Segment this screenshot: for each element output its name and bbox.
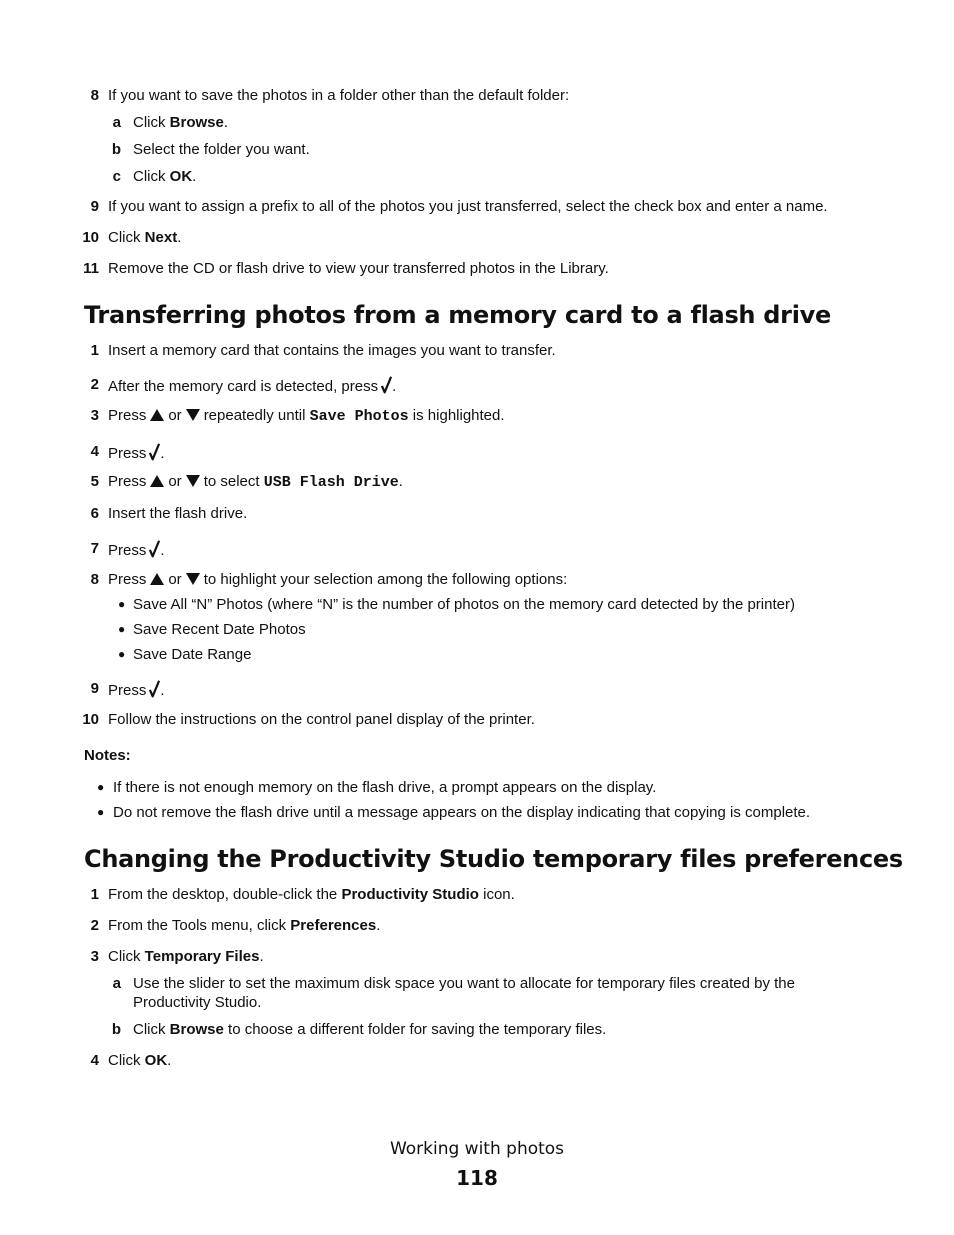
up-arrow-icon <box>149 408 165 422</box>
bullet-icon: ● <box>118 597 126 611</box>
checkmark-icon <box>149 539 160 559</box>
footer-chapter-title: Working with photos <box>389 1139 565 1159</box>
bullet-icon: ● <box>118 647 126 661</box>
page-number: 118 <box>456 1166 498 1190</box>
up-arrow-icon <box>149 572 165 586</box>
checkmark-icon <box>381 375 392 395</box>
notes-label: Notes: <box>84 747 131 764</box>
up-arrow-icon <box>149 474 165 488</box>
down-arrow-icon <box>185 572 201 586</box>
section-heading: Transferring photos from a memory card to a flash drive <box>84 301 831 329</box>
down-arrow-icon <box>185 474 201 488</box>
checkmark-icon <box>149 442 160 462</box>
bullet-icon: ● <box>97 780 105 794</box>
bullet-icon: ● <box>97 805 105 819</box>
bullet-icon: ● <box>118 622 126 636</box>
section-heading: Changing the Productivity Studio temporary files preferences <box>84 845 903 873</box>
checkmark-icon <box>149 679 160 699</box>
down-arrow-icon <box>185 408 201 422</box>
